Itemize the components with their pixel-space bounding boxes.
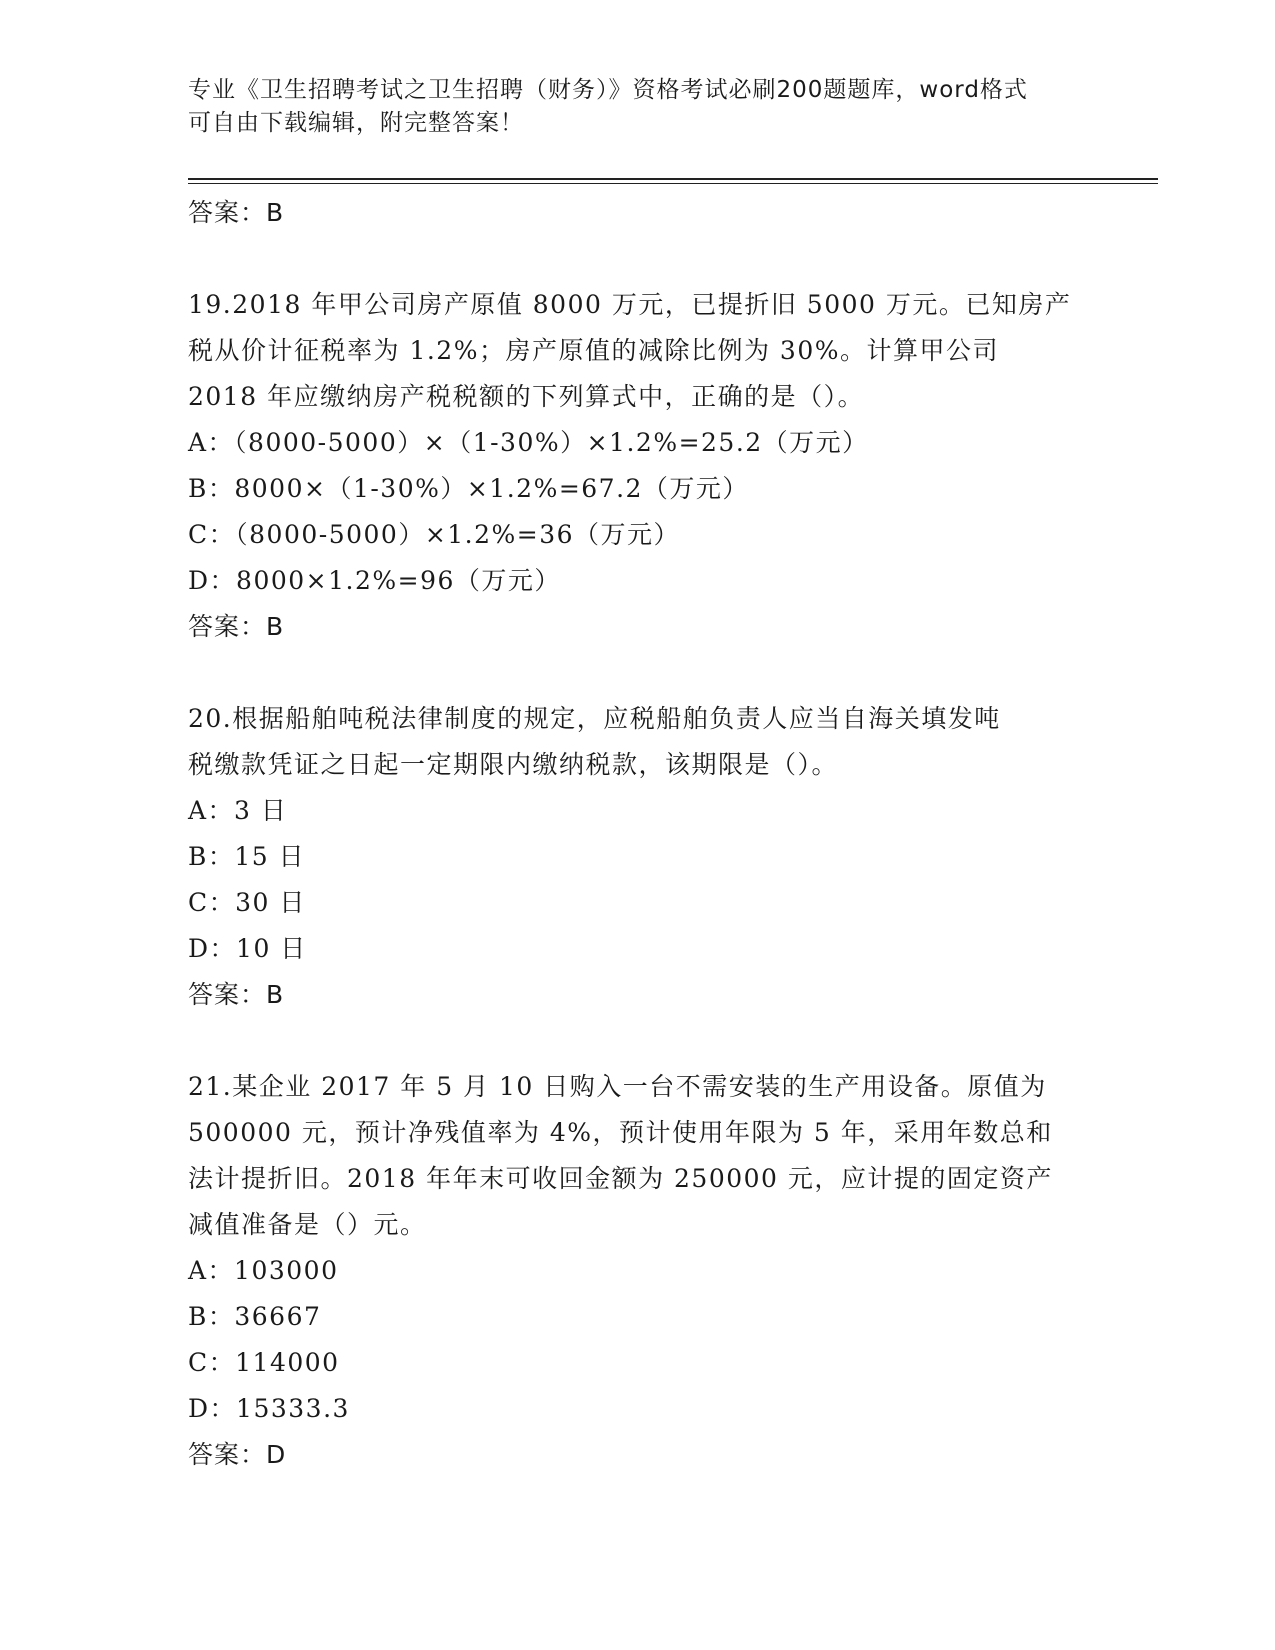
answer-line: 答案：B [188,198,285,227]
spacer [188,236,1088,282]
option-d: D：10 日 [188,934,307,963]
header-rule-thin [188,183,1158,184]
question-stem-line: 21.某企业 2017 年 5 月 10 日购入一台不需安装的生产用设备。原值为 [188,1072,1047,1101]
spacer [188,1018,1088,1064]
option-b: B：36667 [188,1302,322,1331]
question-stem-line: 减值准备是（）元。 [188,1210,427,1239]
answer-line: 答案：D [188,1440,287,1469]
option-d: D：8000×1.2%=96（万元） [188,566,561,595]
option-c: C：30 日 [188,888,306,917]
document-header [188,74,1068,140]
option-c: C：（8000-5000）×1.2%=36（万元） [188,520,681,549]
question-21 [188,1064,1088,1478]
header-line-1: 专业《卫生招聘考试之卫生招聘（财务）》资格考试必刷200题题库，word格式 [188,77,1028,103]
question-20 [188,696,1088,1018]
question-stem-line: 税缴款凭证之日起一定期限内缴纳税款，该期限是（）。 [188,750,839,779]
question-stem-line: 19.2018 年甲公司房产原值 8000 万元，已提折旧 5000 万元。已知房产 [188,290,1072,319]
option-a: A：3 日 [188,796,288,825]
option-c: C：114000 [188,1348,340,1377]
question-stem-line: 20.根据船舶吨税法律制度的规定，应税船舶负责人应当自海关填发吨 [188,704,1001,733]
header-rule-thick [188,178,1158,180]
option-a: A：103000 [188,1256,339,1285]
question-stem-line: 2018 年应缴纳房产税税额的下列算式中，正确的是（）。 [188,382,865,411]
question-19 [188,282,1088,650]
option-a: A：（8000-5000）×（1-30%）×1.2%=25.2（万元） [188,428,869,457]
question-stem-line: 税从价计征税率为 1.2%；房产原值的减除比例为 30%。计算甲公司 [188,336,999,365]
spacer [188,650,1088,696]
option-d: D：15333.3 [188,1394,350,1423]
document-body [188,190,1088,1478]
question-stem-line: 法计提折旧。2018 年年末可收回金额为 250000 元，应计提的固定资产 [188,1164,1053,1193]
option-b: B：15 日 [188,842,306,871]
answer-line: 答案：B [188,612,285,641]
header-line-2: 可自由下载编辑，附完整答案！ [188,110,524,136]
question-stem-line: 500000 元，预计净残值率为 4%，预计使用年限为 5 年，采用年数总和 [188,1118,1053,1147]
answer-line: 答案：B [188,980,285,1009]
option-b: B：8000×（1-30%）×1.2%=67.2（万元） [188,474,749,503]
